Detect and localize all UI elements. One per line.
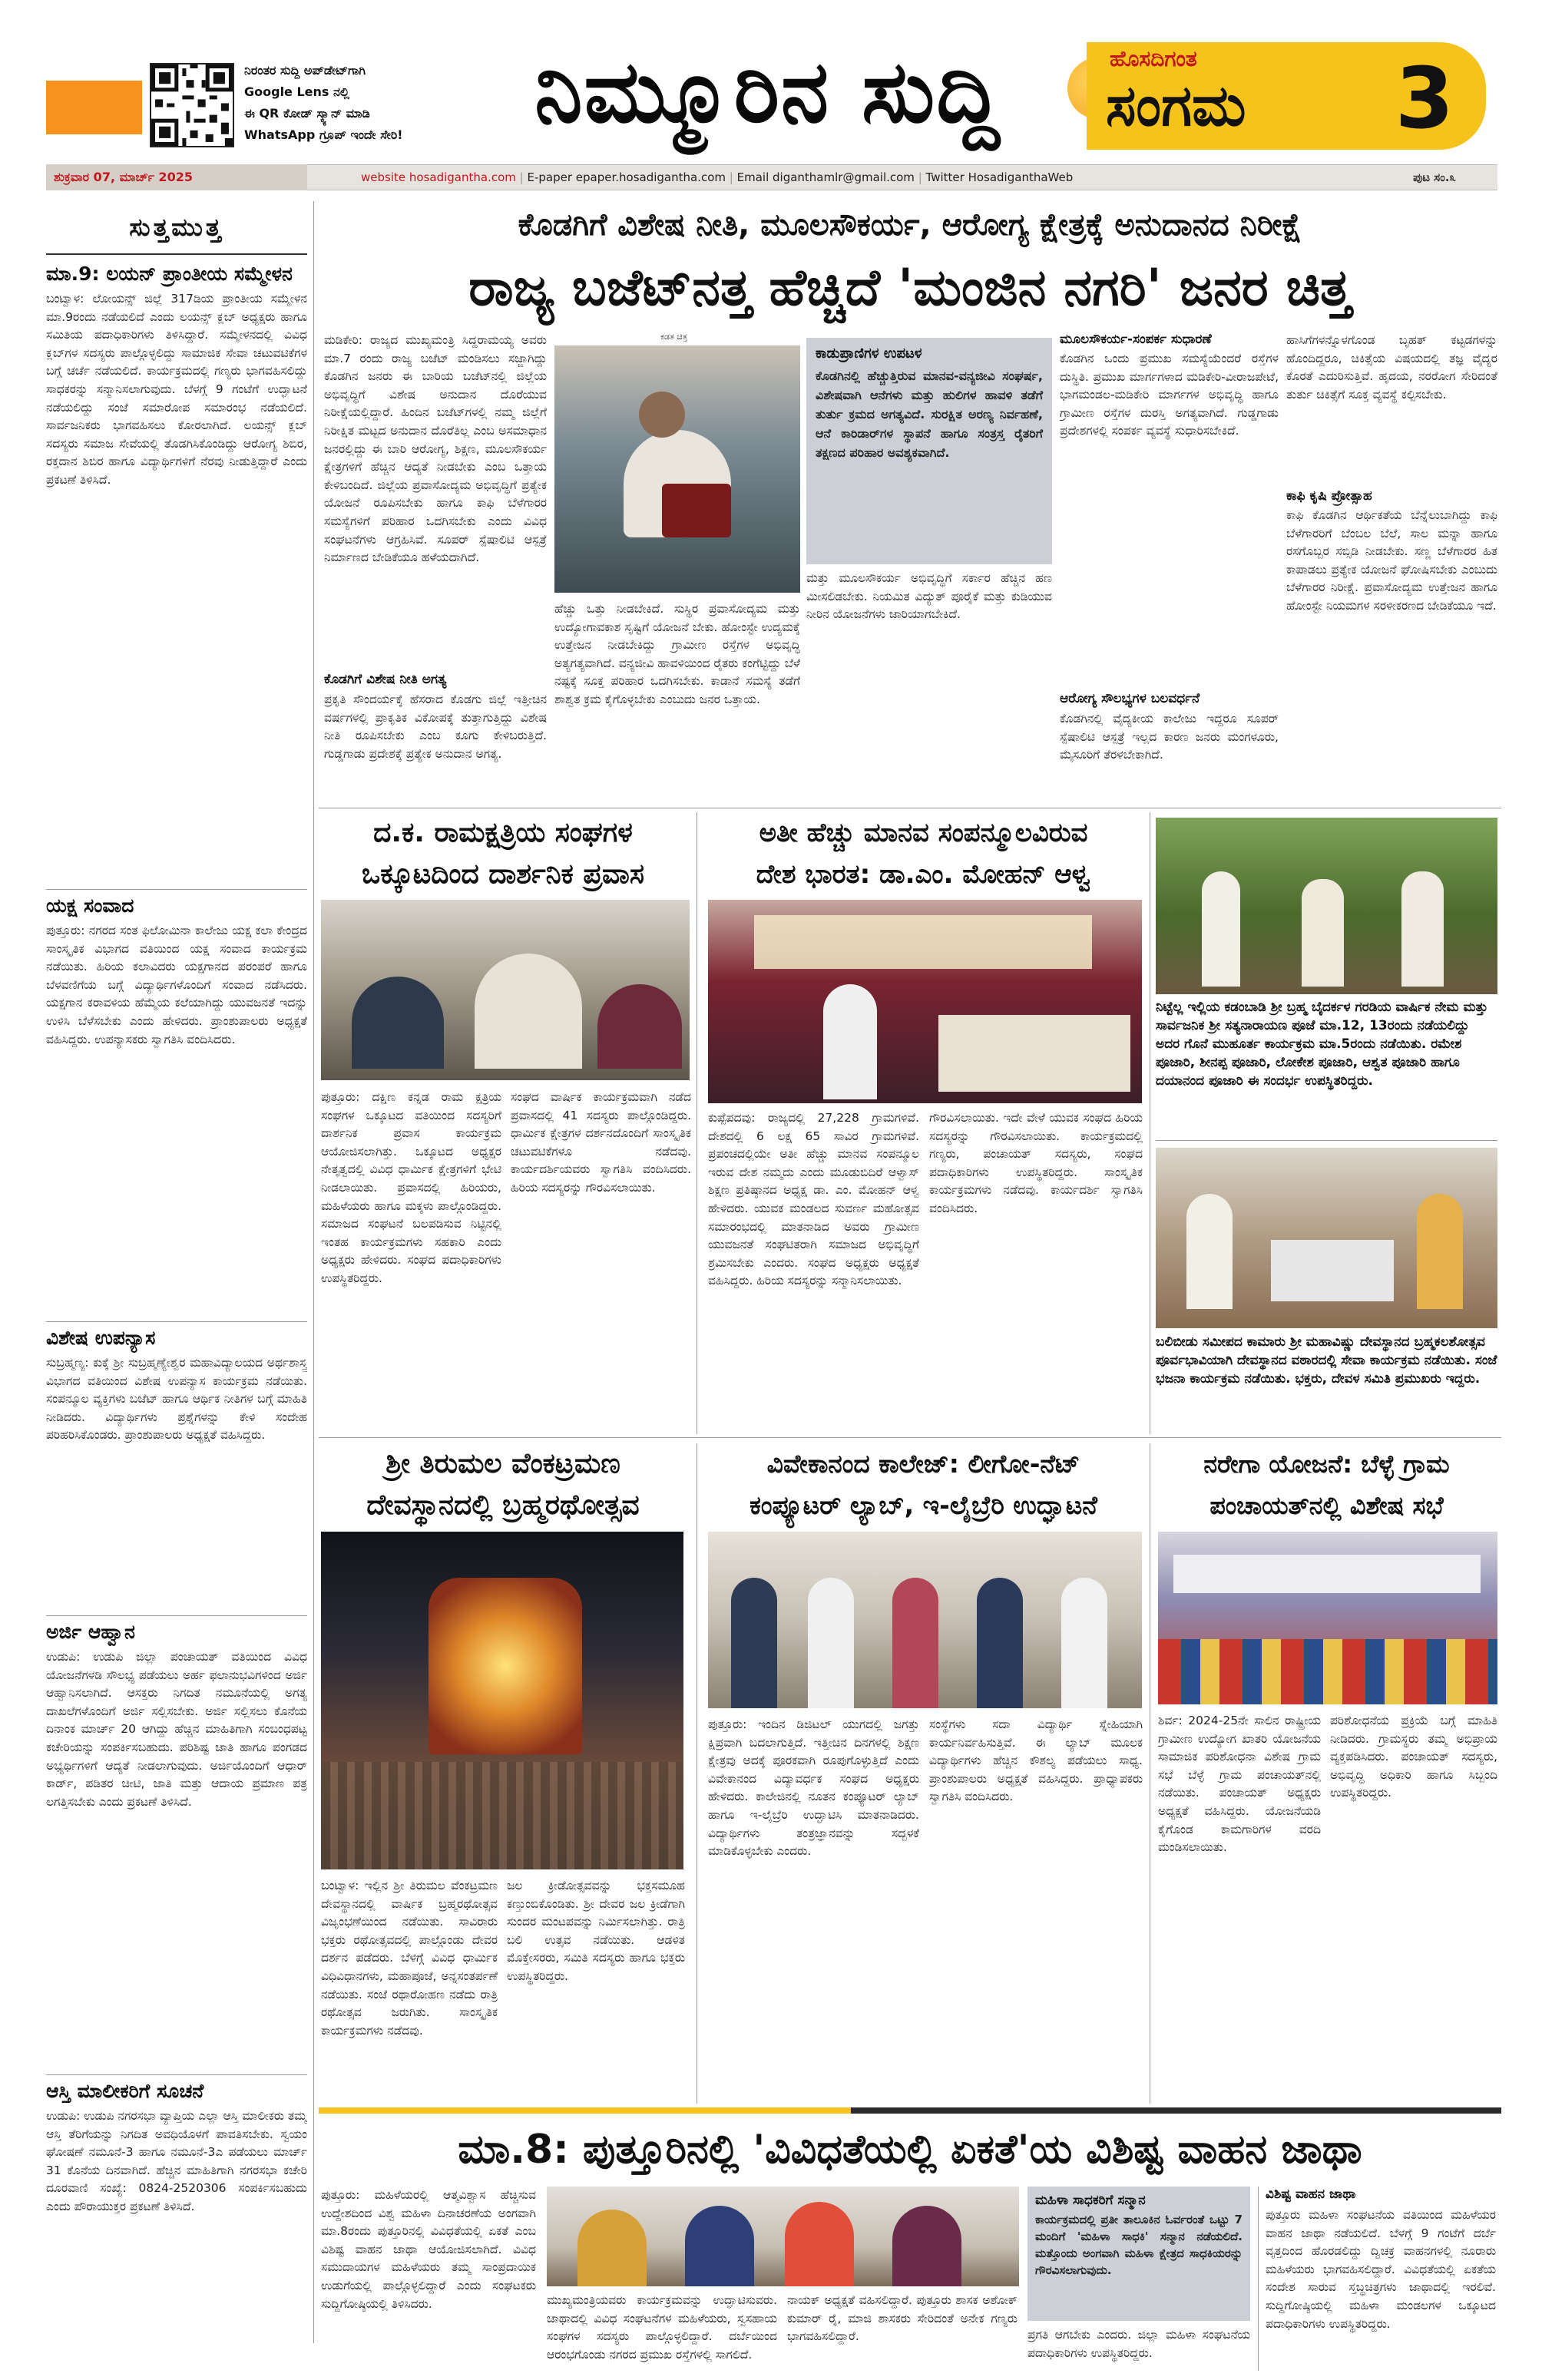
website-link[interactable]: website hosadigantha.com [361,170,516,184]
story-a-col-1: ಪುತ್ತೂರು: ದಕ್ಷಿಣ ಕನ್ನಡ ರಾಮ ಕ್ಷತ್ರಿಯ ಸಂಘಗಳ ಒಕ್ಕೂಟದ ವತಿಯಿಂದ ಸದಸ್ಯರಿಗೆ ದಾರ್ಶನಿಕ ಪ್ರವಾಸ ಕಾರ್ಯಕ್ರಮ ಆಯೋಜಿಸಲಾಗಿತ್ತು. ಒಕ್ಕೂಟದ ಅಧ್ಯಕ್ಷರ ನೇತೃತ್ವದಲ್ಲಿ ವಿವಿಧ ಧಾರ್ಮಿಕ ಕ್ಷೇತ್ರಗಳಿಗೆ ಭೇಟಿ ನೀಡಲಾಯಿತು. ಪ್ರವಾಸದಲ್ಲಿ ಹಿರಿಯರು, ಮಹಿಳೆಯರು ಹಾಗೂ ಮಕ್ಕಳು ಪಾಲ್ಗೊಂಡಿದ್ದರು. ಸಮಾಜದ ಸಂಘಟನೆ ಬಲಪಡಿಸುವ ನಿಟ್ಟಿನಲ್ಲಿ ಇಂತಹ ಕಾರ್ಯಕ್ರಮಗಳು ಸಹಕಾರಿ ಎಂದು ಅಧ್ಯಕ್ಷರು ಹೇಳಿದರು. ಸಂಘದ ಪದಾಧಿಕಾರಿಗಳು ಉಪಸ್ಥಿತರಿದ್ದರು. [321,1090,501,1285]
qr-note: ನಿರಂತರ ಸುದ್ದಿ ಅಪ್‌ಡೇಟ್‌ಗಾಗಿ Google Lens ನಲ್ಲಿ ಈ QR ಕೋಡ್ ಸ್ಕ್ಯಾನ್ ಮಾಡಿ WhatsApp ಗ್ರೂಪ್ ಇಂದೇ ಸೇರಿ! [244,63,403,142]
sidebar-item [46,263,307,881]
story-e-col-1: ಶಿರ್ವ: 2024-25ನೇ ಸಾಲಿನ ರಾಷ್ಟ್ರೀಯ ಗ್ರಾಮೀಣ ಉದ್ಯೋಗ ಖಾತರಿ ಯೋಜನೆಯ ಸಾಮಾಜಿಕ ಪರಿಶೋಧನಾ ವಿಶೇಷ ಗ್ರಾಮ ಸಭೆ ಬೆಳ್ಳೆ ಗ್ರಾಮ ಪಂಚಾಯತ್‌ನಲ್ಲಿ ನಡೆಯಿತು. ಪಂಚಾಯತ್ ಅಧ್ಯಕ್ಷರು ಅಧ್ಯಕ್ಷತೆ ವಹಿಸಿದ್ದರು. ಯೋಜನೆಯಡಿ ಕೈಗೊಂಡ ಕಾಮಗಾರಿಗಳ ವರದಿ ಮಂಡಿಸಲಾಯಿತು. [1158,1714,1321,1855]
lead-boxout [806,338,1052,564]
lead-col-1b: ಪ್ರಕೃತಿ ಸೌಂದರ್ಯಕ್ಕೆ ಹೆಸರಾದ ಕೊಡಗು ಜಿಲ್ಲೆ ಇತ್ತೀಚಿನ ವರ್ಷಗಳಲ್ಲಿ ಪ್ರಾಕೃತಿಕ ವಿಕೋಪಕ್ಕೆ ತುತ್ತಾಗುತ್ತಿದ್ದು ವಿಶೇಷ ನೀತಿ ರೂಪಿಸಬೇಕು ಎಂಬ ಕೂಗು ಕೇಳಿಬರುತ್ತಿದೆ. ಗುಡ್ಡಗಾಡು ಪ್ರದೇಶಕ್ಕೆ ಪ್ರತ್ಯೇಕ ಅನುದಾನ ಅಗತ್ಯ. [324,693,547,761]
bottom-photo [547,2187,1019,2286]
boxout-title: ಕಾಡುಪ್ರಾಣಿಗಳ ಉಪಟಳ [816,345,922,362]
edition-name: ಸಂಗಮ [1106,73,1246,139]
lead-col-3b: ಕೊಡಗಿನ ಒಂದು ಪ್ರಮುಖ ಸಮಸ್ಯೆಯೆಂದರೆ ರಸ್ತೆಗಳ ದುಸ್ಥಿತಿ. ಪ್ರಮುಖ ಮಾರ್ಗಗಳಾದ ಮಡಿಕೇರಿ-ವೀರಾಜಪೇಟೆ, ಭಾಗಮಂಡಲ-ಮಡಿಕೇರಿ ಮಾರ್ಗಗಳ ಅಭಿವೃದ್ಧಿ ಹಾಗೂ ಗ್ರಾಮೀಣ ರಸ್ತೆಗಳ ದುರಸ್ತಿ ಅಗತ್ಯವಾಗಿದೆ. ಗುಡ್ಡಗಾಡು ಪ್ರದೇಶಗಳಲ್ಲಿ ಸಂಪರ್ಕ ವ್ಯವಸ್ಥೆ ಸುಧಾರಿಸಬೇಕಿದೆ. [1060,352,1279,438]
twitter-link[interactable]: Twitter HosadiganthaWeb [925,170,1074,184]
lead-kicker: ಕೊಡಗಿಗೆ ವಿಶೇಷ ನೀತಿ, ಮೂಲಸೌಕರ್ಯ, ಆರೋಗ್ಯ ಕ್ಷೇತ್ರಕ್ಕೆ ಅನುದಾನದ ನಿರೀಕ್ಷೆ [518,207,1302,243]
story-d-col-1: ಪುತ್ತೂರು: ಇಂದಿನ ಡಿಜಿಟಲ್ ಯುಗದಲ್ಲಿ ಜಗತ್ತು ಕ್ಷಿಪ್ರವಾಗಿ ಬದಲಾಗುತ್ತಿದೆ. ಇತ್ತೀಚಿನ ದಿನಗಳಲ್ಲಿ ಶಿಕ್ಷಣ ಕ್ಷೇತ್ರವು ಅದಕ್ಕೆ ಪೂರಕವಾಗಿ ರೂಪುಗೊಳ್ಳುತ್ತಿದೆ ಎಂದು ವಿವೇಕಾನಂದ ವಿದ್ಯಾವರ್ಧಕ ಸಂಘದ ಅಧ್ಯಕ್ಷರು ಹೇಳಿದರು. ಕಾಲೇಜಿನಲ್ಲಿ ನೂತನ ಕಂಪ್ಯೂಟರ್ ಲ್ಯಾಬ್ ಹಾಗೂ ಇ-ಲೈಬ್ರೆರಿ ಉದ್ಘಾಟಿಸಿ ಮಾತನಾಡಿದರು. ವಿದ್ಯಾರ್ಥಿಗಳು ತಂತ್ರಜ್ಞಾನವನ್ನು ಸದ್ಬಳಕೆ ಮಾಡಿಕೊಳ್ಳಬೇಕು ಎಂದರು. [708,1717,919,1859]
bottom-col-2: ಮುಖ್ಯಮಂತ್ರಿಯವರು ಕಾರ್ಯಕ್ರಮವನ್ನು ಉದ್ಘಾಟಿಸುವರು. ಜಾಥಾದಲ್ಲಿ ವಿವಿಧ ಸಂಘಟನೆಗಳ ಮಹಿಳೆಯರು, ಸ್ವಸಹಾಯ ಸಂಘಗಳ ಸದಸ್ಯರು ಪಾಲ್ಗೊಳ್ಳಲಿದ್ದಾರೆ. ದರ್ಬೆಯಿಂದ ಆರಂಭಗೊಂಡು ನಗರದ ಪ್ರಮುಖ ರಸ್ತೆಗಳಲ್ಲಿ ಸಾಗಲಿದೆ. [547,2293,777,2362]
temple-photo-2-caption: ಬಲಿಬೀಡು ಸಮೀಪದ ಕಾಮಾರು ಶ್ರೀ ಮಹಾವಿಷ್ಣು ದೇವಸ್ಥಾನದ ಬ್ರಹ್ಮಕಲಶೋತ್ಸವ ಪೂರ್ವಭಾವಿಯಾಗಿ ದೇವಸ್ಥಾನದ ವಠಾರದಲ್ಲಿ ಸೇವಾ ಕಾರ್ಯಕ್ರಮ ನಡೆಯಿತು. ಸಂಜೆ ಭಜನಾ ಕಾರ್ಯಕ್ರಮ ನಡೆಯಿತು. ಭಕ್ತರು, ದೇವಳ ಸಮಿತಿ ಪ್ರಮುಖರು ಇದ್ದರು. [1156,1334,1497,1387]
lead-col-2: ಹೆಚ್ಚು ಒತ್ತು ನೀಡಬೇಕಿದೆ. ಸುಸ್ಥಿರ ಪ್ರವಾಸೋದ್ಯಮ ಮತ್ತು ಉದ್ಯೋಗಾವಕಾಶ ಸೃಷ್ಟಿಗೆ ಯೋಜನೆ ಬೇಕು. ಹೋಂಸ್ಟೇ ಉದ್ಯಮಕ್ಕೆ ಉತ್ತೇಜನ ನೀಡಬೇಕಿದ್ದು ಗ್ರಾಮೀಣ ರಸ್ತೆಗಳ ಅಭಿವೃದ್ಧಿ ಅತ್ಯಗತ್ಯವಾಗಿದೆ. ವನ್ಯಜೀವಿ ಹಾವಳಿಯಿಂದ ರೈತರು ಕಂಗೆಟ್ಟಿದ್ದು ಬೆಳೆ ನಷ್ಟಕ್ಕೆ ಸೂಕ್ತ ಪರಿಹಾರ ಒದಗಿಸಬೇಕು. ಕಾಡಾನೆ ಸಮಸ್ಯೆ ತಡೆಗೆ ಶಾಶ್ವತ ಕ್ರಮ ಕೈಗೊಳ್ಳಬೇಕು ಎಂಬುದು ಜನರ ಒತ್ತಾಯ. [554,602,800,706]
paper-title: ನಿಮ್ಮೂರಿನ ಸುದ್ದಿ [534,42,1001,142]
story-d-col-2: ಸಂಸ್ಥೆಗಳು ಸದಾ ವಿದ್ಯಾರ್ಥಿ ಸ್ನೇಹಿಯಾಗಿ ಕಾರ್ಯನಿರ್ವಹಿಸುತ್ತಿವೆ. ಈ ಲ್ಯಾಬ್ ಮೂಲಕ ವಿದ್ಯಾರ್ಥಿಗಳು ಹೆಚ್ಚಿನ ಕೌಶಲ್ಯ ಪಡೆಯಲು ಸಾಧ್ಯ. ಪ್ರಾಂಶುಪಾಲರು ಅಧ್ಯಕ್ಷತೆ ವಹಿಸಿದ್ದರು. ಪ್ರಾಧ್ಯಾಪಕರು ಸ್ವಾಗತಿಸಿ ವಂದಿಸಿದರು. [929,1717,1143,1804]
qr-code [150,63,234,147]
sidebar-item-body: ಉಡುಪಿ: ಉಡುಪಿ ಜಿಲ್ಲಾ ಪಂಚಾಯತ್ ವತಿಯಿಂದ ವಿವಿಧ ಯೋಜನೆಗಳಡಿ ಸೌಲಭ್ಯ ಪಡೆಯಲು ಅರ್ಹ ಫಲಾನುಭವಿಗಳಿಂದ ಅರ್ಜಿ ಆಹ್ವಾನಿಸಲಾಗಿದೆ. ಆಸಕ್ತರು ನಿಗದಿತ ನಮೂನೆಯಲ್ಲಿ ಅಗತ್ಯ ದಾಖಲೆಗಳೊಂದಿಗೆ ಅರ್ಜಿ ಸಲ್ಲಿಸಬೇಕು. ಅರ್ಜಿ ಸಲ್ಲಿಸಲು ಕೊನೆಯ ದಿನಾಂಕ ಮಾರ್ಚ್ 20 ಆಗಿದ್ದು ಹೆಚ್ಚಿನ ಮಾಹಿತಿಗಾಗಿ ಸಂಬಂಧಪಟ್ಟ ಕಚೇರಿಯನ್ನು ಸಂಪರ್ಕಿಸಬಹುದು. ಪರಿಶಿಷ್ಟ ಜಾತಿ ಹಾಗೂ ಪಂಗಡದ ಅಭ್ಯರ್ಥಿಗಳಿಗೆ ಆದ್ಯತೆ ನೀಡಲಾಗುವುದು. ಅರ್ಜಿಯೊಂದಿಗೆ ಆಧಾರ್ ಕಾರ್ಡ್, ಪಡಿತರ ಚೀಟಿ, ಜಾತಿ ಮತ್ತು ಆದಾಯ ಪ್ರಮಾಣ ಪತ್ರ ಲಗತ್ತಿಸಬೇಕು ಎಂದು ಪ್ರಕಟಣೆ ತಿಳಿಸಿದೆ. [46,1650,307,1809]
bottom-headline: ಮಾ.8: ಪುತ್ತೂರಿನಲ್ಲಿ 'ವಿವಿಧತೆಯಲ್ಲಿ ಏಕತೆ'ಯ ವಿಶಿಷ್ಟ ವಾಹನ ಜಾಥಾ [458,2127,1362,2173]
lead-headline: ರಾಜ್ಯ ಬಜೆಟ್‌ನತ್ತ ಹೆಚ್ಚಿದೆ 'ಮಂಜಿನ ನಗರಿ' ಜನರ ಚಿತ್ತ [468,258,1352,317]
brand-small: ಹೊಸದಿಗಂತ [1110,46,1197,71]
sidebar-item [46,1615,307,2067]
bottom-col-4: ಪ್ರಗತಿ ಆಗಬೇಕು ಎಂದರು. ಜಿಲ್ಲಾ ಮಹಿಳಾ ಸಂಘಟನೆಯ ಪದಾಧಿಕಾರಿಗಳು ಉಪಸ್ಥಿತರಿದ್ದರು. [1027,2328,1250,2360]
bottom-col-1: ಪುತ್ತೂರು: ಮಹಿಳೆಯರಲ್ಲಿ ಆತ್ಮವಿಶ್ವಾಸ ಹೆಚ್ಚಿಸುವ ಉದ್ದೇಶದಿಂದ ವಿಶ್ವ ಮಹಿಳಾ ದಿನಾಚರಣೆಯ ಅಂಗವಾಗಿ ಮಾ.8ರಂದು ಪುತ್ತೂರಿನಲ್ಲಿ ವಿವಿಧತೆಯಲ್ಲಿ ಏಕತೆ ಎಂಬ ವಿಶಿಷ್ಟ ವಾಹನ ಜಾಥಾ ಆಯೋಜಿಸಲಾಗಿದೆ. ವಿವಿಧ ಸಮುದಾಯಗಳ ಮಹಿಳೆಯರು ತಮ್ಮ ಸಾಂಪ್ರದಾಯಿಕ ಉಡುಗೆಯಲ್ಲಿ ಪಾಲ್ಗೊಳ್ಳಲಿದ್ದಾರೆ ಎಂದು ಸಂಘಟಕರು ಸುದ್ದಿಗೋಷ್ಠಿಯಲ್ಲಿ ತಿಳಿಸಿದರು. [321,2188,536,2311]
bottom-boxout [1027,2187,1250,2321]
sidebar-item-heading: ವಿಶೇಷ ಉಪನ್ಯಾಸ [46,1327,156,1349]
section-divider [319,2107,1501,2114]
sidebar-title: ಸುತ್ತಮುತ್ತ [46,201,307,255]
sidebar-item-heading: ಆಸ್ತಿ ಮಾಲೀಕರಿಗೆ ಸೂಚನೆ [46,2080,204,2102]
sidebar-item-body: ಸುಬ್ರಹ್ಮಣ್ಯ: ಕುಕ್ಕೆ ಶ್ರೀ ಸುಬ್ರಹ್ಮಣ್ಯೇಶ್ವರ ಮಹಾವಿದ್ಯಾಲಯದ ಅರ್ಥಶಾಸ್ತ್ರ ವಿಭಾಗದ ವತಿಯಿಂದ ವಿಶೇಷ ಉಪನ್ಯಾಸ ಕಾರ್ಯಕ್ರಮ ನಡೆಯಿತು. ಸಂಪನ್ಮೂಲ ವ್ಯಕ್ತಿಗಳು ಬಜೆಟ್ ಹಾಗೂ ಆರ್ಥಿಕ ನೀತಿಗಳ ಬಗ್ಗೆ ಮಾಹಿತಿ ನೀಡಿದರು. ವಿದ್ಯಾರ್ಥಿಗಳು ಪ್ರಶ್ನೆಗಳನ್ನು ಕೇಳಿ ಸಂದೇಹ ಪರಿಹರಿಸಿಕೊಂಡರು. ಪ್ರಾಂಶುಪಾಲರು ಅಧ್ಯಕ್ಷತೆ ವಹಿಸಿದ್ದರು. [46,1356,307,1443]
boxout-body: ಕೊಡಗಿನಲ್ಲಿ ಹೆಚ್ಚುತ್ತಿರುವ ಮಾನವ-ವನ್ಯಜೀವಿ ಸಂಘರ್ಷ, ವಿಶೇಷವಾಗಿ ಆನೆಗಳು ಮತ್ತು ಹುಲಿಗಳ ಹಾವಳಿ ತಡೆಗೆ ತುರ್ತು ಕ್ರಮದ ಅಗತ್ಯವಿದೆ. ಸುರಕ್ಷಿತ ಅರಣ್ಯ ನಿರ್ವಹಣೆ, ಆನೆ ಕಾರಿಡಾರ್‌ಗಳ ಸ್ಥಾಪನೆ ಹಾಗೂ ಸಂತ್ರಸ್ತ ರೈತರಿಗೆ ತಕ್ಷಣದ ಪರಿಹಾರ ಅವಶ್ಯಕವಾಗಿದೆ. [816,369,1043,460]
email-link[interactable]: Email diganthamlr@gmail.com [736,170,915,184]
story-c-headline: ಶ್ರೀ ತಿರುಮಲ ವೆಂಕಟ್ರಮಣ ದೇವಸ್ಥಾನದಲ್ಲಿ ಬ್ರಹ್ಮರಥೋತ್ಸವ [366,1448,640,1521]
lead-col-4b: ಕಾಫಿ ಕೊಡಗಿನ ಆರ್ಥಿಕತೆಯ ಬೆನ್ನೆಲುಬಾಗಿದ್ದು ಕಾಫಿ ಬೆಳೆಗಾರರಿಗೆ ಬೆಂಬಲ ಬೆಲೆ, ಸಾಲ ಮನ್ನಾ ಹಾಗೂ ರಸಗೊಬ್ಬರ ಸಬ್ಸಿಡಿ ನೀಡಬೇಕು. ಸಣ್ಣ ಬೆಳೆಗಾರರ ಹಿತ ಕಾಪಾಡಲು ಪ್ರತ್ಯೇಕ ಯೋಜನೆ ಘೋಷಿಸಬೇಕು ಎಂಬುದು ಬೆಳೆಗಾರರ ನಿರೀಕ್ಷೆ. ಪ್ರವಾಸೋದ್ಯಮ ಉತ್ತೇಜನ ಹಾಗೂ ಹೋಂಸ್ಟೇ ನಿಯಮಗಳ ಸರಳೀಕರಣದ ಬೇಡಿಕೆಯೂ ಇದೆ. [1286,508,1497,613]
sidebar-item-heading: ಅರ್ಜಿ ಆಹ್ವಾನ [46,1621,135,1643]
issue-date: ಶುಕ್ರವಾರ 07, ಮಾರ್ಚ್ 2025 [46,164,307,190]
lead-col-3-sub2: ಆರೋಗ್ಯ ಸೌಲಭ್ಯಗಳ ಬಲವರ್ಧನೆ [1060,691,1200,706]
story-b-photo [708,900,1142,1103]
bottom-boxout-title: ಮಹಿಳಾ ಸಾಧಕರಿಗೆ ಸನ್ಮಾನ [1035,2193,1146,2208]
epaper-link[interactable]: E-paper epaper.hosadigantha.com [527,170,726,184]
story-b-col-1: ಕುಪ್ಪೆಪದವು: ರಾಜ್ಯದಲ್ಲಿ 27,228 ಗ್ರಾಮಗಳಿವೆ. ದೇಶದಲ್ಲಿ 6 ಲಕ್ಷ 65 ಸಾವಿರ ಗ್ರಾಮಗಳಿವೆ. ಪ್ರಪಂಚದಲ್ಲಿಯೇ ಅತೀ ಹೆಚ್ಚು ಮಾನವ ಸಂಪನ್ಮೂಲ ಇರುವ ದೇಶ ನಮ್ಮದು ಎಂದು ಮೂಡುಬಿದಿರೆ ಆಳ್ವಾಸ್ ಶಿಕ್ಷಣ ಪ್ರತಿಷ್ಠಾನದ ಅಧ್ಯಕ್ಷ ಡಾ. ಎಂ. ಮೋಹನ್ ಆಳ್ವ ಹೇಳಿದರು. ಯುವಕ ಮಂಡಲದ ಸುವರ್ಣ ಮಹೋತ್ಸವ ಸಮಾರಂಭದಲ್ಲಿ ಮಾತನಾಡಿದ ಅವರು ಗ್ರಾಮೀಣ ಯುವಜನತೆ ಸಂಘಟಿತರಾಗಿ ಸಮಾಜದ ಅಭಿವೃದ್ಧಿಗೆ ಶ್ರಮಿಸಬೇಕು ಎಂದರು. ಸಂಘದ ಅಧ್ಯಕ್ಷರು ಅಧ್ಯಕ್ಷತೆ ವಹಿಸಿದ್ದರು. ಹಿರಿಯ ಸದಸ್ಯರನ್ನು ಸನ್ಮಾನಿಸಲಾಯಿತು. [708,1111,919,1288]
temple-photo-1 [1156,818,1497,994]
story-c-text-col-1: ಬಂಟ್ವಾಳ: ಇಲ್ಲಿನ ಶ್ರೀ ತಿರುಮಲ ವೆಂಕಟ್ರಮಣ ದೇವಸ್ಥಾನದಲ್ಲಿ ವಾರ್ಷಿಕ ಬ್ರಹ್ಮರಥೋತ್ಸವ ವಿಜೃಂಭಣೆಯಿಂದ ನಡೆಯಿತು. ಸಾವಿರಾರು ಭಕ್ತರು ರಥೋತ್ಸವದಲ್ಲಿ ಪಾಲ್ಗೊಂಡು ದೇವರ ದರ್ಶನ ಪಡೆದರು. ಬೆಳಗ್ಗೆ ವಿವಿಧ ಧಾರ್ಮಿಕ ವಿಧಿವಿಧಾನಗಳು, ಮಹಾಪೂಜೆ, ಅನ್ನಸಂತರ್ಪಣೆ ನಡೆಯಿತು. ಸಂಜೆ ರಥಾರೋಹಣ ನಡೆದು ರಾತ್ರಿ ರಥೋತ್ಸವ ಜರುಗಿತು. ಸಾಂಸ್ಕೃತಿಕ ಕಾರ್ಯಕ್ರಮಗಳು ನಡೆದವು. [321,1879,498,2038]
sidebar-item-heading: ಮಾ.9: ಲಯನ್ ಪ್ರಾಂತೀಯ ಸಮ್ಮೇಳನ [46,263,293,285]
sidebar-item [46,1321,307,1608]
story-a-headline: ದ.ಕ. ರಾಮಕ್ಷತ್ರಿಯ ಸಂಘಗಳ ಒಕ್ಕೂಟದಿಂದ ದಾರ್ಶನಿಕ ಪ್ರವಾಸ [362,817,644,890]
bottom-col-3: ನಾಯಕ್ ಅಧ್ಯಕ್ಷತೆ ವಹಿಸಲಿದ್ದಾರೆ. ಪುತ್ತೂರು ಶಾಸಕ ಅಶೋಕ್ ಕುಮಾರ್ ರೈ, ಮಾಜಿ ಶಾಸಕರು ಸೇರಿದಂತೆ ಅನೇಕ ಗಣ್ಯರು ಭಾಗವಹಿಸಲಿದ್ದಾರೆ. [787,2293,1018,2344]
story-b-col-2: ಗೌರವಿಸಲಾಯಿತು. ಇದೇ ವೇಳೆ ಯುವಕ ಸಂಘದ ಹಿರಿಯ ಸದಸ್ಯರನ್ನು ಗೌರವಿಸಲಾಯಿತು. ಕಾರ್ಯಕ್ರಮದಲ್ಲಿ ಗಣ್ಯರು, ಪಂಚಾಯತ್ ಸದಸ್ಯರು, ಸಂಘದ ಪದಾಧಿಕಾರಿಗಳು ಉಪಸ್ಥಿತರಿದ್ದರು. ಸಾಂಸ್ಕೃತಿಕ ಕಾರ್ಯಕ್ರಮಗಳು ನಡೆದವು. ಕಾರ್ಯದರ್ಶಿ ಸ್ವಾಗತಿಸಿ ವಂದಿಸಿದರು. [929,1111,1143,1215]
story-d-headline: ವಿವೇಕಾನಂದ ಕಾಲೇಜ್: ಲೀಗೋ-ನೆಟ್ ಕಂಪ್ಯೂಟರ್ ಲ್ಯಾಬ್, ಇ-ಲೈಬ್ರೆರಿ ಉದ್ಘಾಟನೆ [749,1449,1097,1520]
masthead [0,0,1542,184]
lead-col-1: ಮಡಿಕೇರಿ: ರಾಜ್ಯದ ಮುಖ್ಯಮಂತ್ರಿ ಸಿದ್ದರಾಮಯ್ಯ ಅವರು ಮಾ.7 ರಂದು ರಾಜ್ಯ ಬಜೆಟ್ ಮಂಡಿಸಲು ಸಜ್ಜಾಗಿದ್ದು ಕೊಡಗಿನ ಜನರು ಈ ಬಾರಿಯ ಬಜೆಟ್‌ನಲ್ಲಿ ಜಿಲ್ಲೆಯ ಅಭಿವೃದ್ಧಿಗೆ ವಿಶೇಷ ಅನುದಾನ ದೊರೆಯುವ ನಿರೀಕ್ಷೆಯಲ್ಲಿದ್ದಾರೆ. ಹಿಂದಿನ ಬಜೆಟ್‌ಗಳಲ್ಲಿ ನಮ್ಮ ಜಿಲ್ಲೆಗೆ ನಿರೀಕ್ಷಿತ ಮಟ್ಟದ ಅನುದಾನ ದೊರೆತಿಲ್ಲ ಎಂಬ ಅಸಮಾಧಾನ ಜನರಲ್ಲಿದ್ದು ಈ ಬಾರಿ ಆರೋಗ್ಯ, ಶಿಕ್ಷಣ, ಮೂಲಸೌಕರ್ಯ ಕ್ಷೇತ್ರಗಳಿಗೆ ಹೆಚ್ಚಿನ ಆದ್ಯತೆ ನೀಡಬೇಕು ಎಂಬ ಒತ್ತಾಯ ಕೇಳಿಬಂದಿದೆ. ಜಿಲ್ಲೆಯ ಪ್ರವಾಸೋದ್ಯಮ ಅಭಿವೃದ್ಧಿಗೆ ಪ್ರತ್ಯೇಕ ಯೋಜನೆ ರೂಪಿಸಬೇಕು ಹಾಗೂ ಕಾಫಿ ಬೆಳೆಗಾರರ ಸಮಸ್ಯೆಗಳಿಗೆ ಪರಿಹಾರ ಒದಗಿಸಬೇಕು ಎಂದು ವಿವಿಧ ಸಂಘಟನೆಗಳು ಆಗ್ರಹಿಸಿವೆ. ಸೂಪರ್ ಸ್ಪೆಷಾಲಿಟಿ ಆಸ್ಪತ್ರೆ ನಿರ್ಮಾಣದ ಬೇಡಿಕೆಯೂ ಹಳೆಯದಾಗಿದೆ. [324,333,547,565]
lead-col-3: ಮತ್ತು ಮೂಲಸೌಕರ್ಯ ಅಭಿವೃದ್ಧಿಗೆ ಸರ್ಕಾರ ಹೆಚ್ಚಿನ ಹಣ ಮೀಸಲಿಡಬೇಕು. ನಿಯಮಿತ ವಿದ್ಯುತ್ ಪೂರೈಕೆ ಮತ್ತು ಕುಡಿಯುವ ನೀರಿನ ಯೋಜನೆಗಳು ಜಾರಿಯಾಗಬೇಕಿದೆ. [806,571,1052,622]
photo-credit: ಕಡತ ಚಿತ್ರ [660,332,687,342]
story-e-headline: ನರೇಗಾ ಯೋಜನೆ: ಬೆಳ್ಳೆ ಗ್ರಾಮ ಪಂಚಾಯತ್‌ನಲ್ಲಿ ವಿಶೇಷ ಸಭೆ [1203,1449,1450,1520]
lead-col-4: ಹಾಸಿಗೆಗಳನ್ನೊಳಗೊಂಡ ಬೃಹತ್ ಕಟ್ಟಡಗಳನ್ನು ಹೊಂದಿದ್ದರೂ, ಚಿಕಿತ್ಸೆಯ ವಿಷಯದಲ್ಲಿ ತಜ್ಞ ವೈದ್ಯರ ಕೊರತೆ ಎದುರಿಸುತ್ತಿವೆ. ಹೃದಯ, ನರರೋಗ ಸೇರಿದಂತೆ ತುರ್ತು ಚಿಕಿತ್ಸೆಗೆ ಸೂಕ್ತ ವ್ಯವಸ್ಥೆ ಕಲ್ಪಿಸಬೇಕು. [1286,333,1497,402]
sidebar-item [46,2074,307,2376]
story-c-photo [321,1532,683,1869]
lead-photo [554,345,800,593]
lead-col-4-sub: ಕಾಫಿ ಕೃಷಿ ಪ್ರೋತ್ಸಾಹ [1286,488,1372,504]
story-b-headline: ಅತೀ ಹೆಚ್ಚು ಮಾನವ ಸಂಪನ್ಮೂಲವಿರುವ ದೇಶ ಭಾರತ: ಡಾ.ಎಂ. ಮೋಹನ್ ಆಳ್ವ [756,818,1091,890]
bottom-side-body: ಪುತ್ತೂರು ಮಹಿಳಾ ಸಂಘಟನೆಯ ವತಿಯಿಂದ ಮಹಿಳೆಯರ ವಾಹನ ಜಾಥಾ ನಡೆಯಲಿದೆ. ಬೆಳಗ್ಗೆ 9 ಗಂಟೆಗೆ ದರ್ಬೆ ವೃತ್ತದಿಂದ ಹೊರಡಲಿದ್ದು ದ್ವಿಚಕ್ರ ವಾಹನಗಳಲ್ಲಿ ನೂರಾರು ಮಹಿಳೆಯರು ಭಾಗವಹಿಸಲಿದ್ದಾರೆ. ವಿವಿಧತೆಯಲ್ಲಿ ಏಕತೆಯ ಸಂದೇಶ ಸಾರುವ ಸ್ತಬ್ಧಚಿತ್ರಗಳು ಜಾಥಾದಲ್ಲಿ ಇರಲಿವೆ. ಸುದ್ದಿಗೋಷ್ಠಿಯಲ್ಲಿ ಮಹಿಳಾ ಮಂಡಲಗಳ ಒಕ್ಕೂಟದ ಪದಾಧಿಕಾರಿಗಳು ಉಪಸ್ಥಿತರಿದ್ದರು. [1266,2208,1496,2331]
story-c-text-col-2: ಜಲ ಕ್ರೀಡೋತ್ಸವವನ್ನು ಭಕ್ತಸಮೂಹ ಕಣ್ತುಂಬಿಕೊಂಡಿತು. ಶ್ರೀ ದೇವರ ಜಲ ಕ್ರೀಡೆಗಾಗಿ ಸುಂದರ ಮಂಟಪವನ್ನು ನಿರ್ಮಿಸಲಾಗಿತ್ತು. ರಾತ್ರಿ ಬಲಿ ಉತ್ಸವ ನಡೆಯಿತು. ಆಡಳಿತ ಮೊಕ್ತೇಸರರು, ಸಮಿತಿ ಸದಸ್ಯರು ಹಾಗೂ ಭಕ್ತರು ಉಪಸ್ಥಿತರಿದ್ದರು. [507,1879,685,1983]
story-d-photo [708,1532,1142,1708]
sidebar-item [46,889,307,1314]
sidebar-item-body: ಪುತ್ತೂರು: ನಗರದ ಸಂತ ಫಿಲೋಮಿನಾ ಕಾಲೇಜು ಯಕ್ಷ ಕಲಾ ಕೇಂದ್ರದ ಸಾಂಸ್ಕೃತಿಕ ವಿಭಾಗದ ವತಿಯಿಂದ ಯಕ್ಷ ಸಂವಾದ ಕಾರ್ಯಕ್ರಮ ನಡೆಯಿತು. ಹಿರಿಯ ಕಲಾವಿದರು ಯಕ್ಷಗಾನದ ಪರಂಪರೆ ಹಾಗೂ ಬೆಳವಣಿಗೆಯ ಬಗ್ಗೆ ವಿದ್ಯಾರ್ಥಿಗಳೊಂದಿಗೆ ಸಂವಾದ ನಡೆಸಿದರು. ಯಕ್ಷಗಾನ ಕರಾವಳಿಯ ಹೆಮ್ಮೆಯ ಕಲೆಯಾಗಿದ್ದು ಯುವಜನತೆ ಇದನ್ನು ಉಳಿಸಿ ಬೆಳೆಸಬೇಕು ಎಂದು ಹೇಳಿದರು. ಪ್ರಾಂಶುಪಾಲರು ಅಧ್ಯಕ್ಷತೆ ವಹಿಸಿದ್ದರು. ಉಪನ್ಯಾಸಕರು ಸ್ವಾಗತಿಸಿ ವಂದಿಸಿದರು. [46,924,307,1046]
lead-col-3-sub: ಮೂಲಸೌಕರ್ಯ-ಸಂಪರ್ಕ ಸುಧಾರಣೆ [1060,332,1212,347]
page-number: 3 [1395,49,1454,147]
sidebar-item-heading: ಯಕ್ಷ ಸಂವಾದ [46,894,134,917]
bottom-boxout-body: ಕಾರ್ಯಕ್ರಮದಲ್ಲಿ ಪ್ರತೀ ತಾಲೂಕಿನ ಓರ್ವರಂತೆ ಒಟ್ಟು 7 ಮಂದಿಗೆ 'ಮಹಿಳಾ ಸಾಧಕಿ' ಸನ್ಮಾನ ನಡೆಯಲಿದೆ. ಮತ್ತೊಂದು ಅಂಗವಾಗಿ ಮಹಿಳಾ ಕ್ಷೇತ್ರದ ಸಾಧಕಿಯರನ್ನು ಗೌರವಿಸಲಾಗುವುದು. [1035,2213,1243,2277]
sidebar-item-body: ಉಡುಪಿ: ಉಡುಪಿ ನಗರಸಭಾ ವ್ಯಾಪ್ತಿಯ ಎಲ್ಲಾ ಆಸ್ತಿ ಮಾಲೀಕರು ತಮ್ಮ ಆಸ್ತಿ ತೆರಿಗೆಯನ್ನು ನಿಗದಿತ ಅವಧಿಯೊಳಗೆ ಪಾವತಿಸಬೇಕು. ಸ್ವಯಂ ಘೋಷಣೆ ನಮೂನೆ-3 ಹಾಗೂ ನಮೂನೆ-3ಎ ಪಡೆಯಲು ಮಾರ್ಚ್ 31 ಕೊನೆಯ ದಿನವಾಗಿದೆ. ಹೆಚ್ಚಿನ ಮಾಹಿತಿಗಾಗಿ ನಗರಸಭಾ ಕಚೇರಿ ದೂರವಾಣಿ ಸಂಖ್ಯೆ: 0824-2520306 ಸಂಪರ್ಕಿಸಬಹುದು ಎಂದು ಪೌರಾಯುಕ್ತರ ಪ್ರಕಟಣೆ ತಿಳಿಸಿದೆ. [46,2109,307,2213]
story-e-photo [1158,1532,1497,1704]
qr-code-icon [151,64,233,146]
orange-bar [46,81,142,134]
story-e-col-2: ಪರಿಶೋಧನೆಯ ಪ್ರಕ್ರಿಯೆ ಬಗ್ಗೆ ಮಾಹಿತಿ ನೀಡಿದರು. ಗ್ರಾಮಸ್ಥರು ತಮ್ಮ ಅಭಿಪ್ರಾಯ ವ್ಯಕ್ತಪಡಿಸಿದರು. ಪಂಚಾಯತ್ ಸದಸ್ಯರು, ಅಭಿವೃದ್ಧಿ ಅಧಿಕಾರಿ ಹಾಗೂ ಸಿಬ್ಬಂದಿ ಉಪಸ್ಥಿತರಿದ್ದರು. [1330,1714,1497,1800]
temple-photo-2 [1156,1148,1497,1328]
sidebar [46,201,307,2351]
lead-col-3c: ಕೊಡಗಿನಲ್ಲಿ ವೈದ್ಯಕೀಯ ಕಾಲೇಜು ಇದ್ದರೂ ಸೂಪರ್ ಸ್ಪೆಷಾಲಿಟಿ ಆಸ್ಪತ್ರೆ ಇಲ್ಲದ ಕಾರಣ ಜನರು ಮಂಗಳೂರು, ಮೈಸೂರಿಗೆ ತೆರಳಬೇಕಾಗಿದೆ. [1060,712,1279,762]
story-a-photo [321,900,690,1080]
bottom-side-title: ವಿಶಿಷ್ಟ ವಾಹನ ಜಾಥಾ [1266,2187,1356,2202]
temple-photo-1-caption: ನಿಟ್ಟೆಲ್ಲ ಇಲ್ಲಿಯ ಕಡಂಬಾಡಿ ಶ್ರೀ ಬ್ರಹ್ಮ ಬೈದರ್ಕಳ ಗರಡಿಯ ವಾರ್ಷಿಕ ನೇಮ ಮತ್ತು ಸಾರ್ವಜನಿಕ ಶ್ರೀ ಸತ್ಯನಾರಾಯಣ ಪೂಜೆ ಮಾ.12, 13ರಂದು ನಡೆಯಲಿದ್ದು ಅದರ ಗೊನೆ ಮುಹೂರ್ತ ಕಾರ್ಯಕ್ರಮ ಮಾ.5ರಂದು ನಡೆಯಿತು. ರಮೇಶ ಪೂಜಾರಿ, ಶೀನಪ್ಪ ಪೂಜಾರಿ, ಲೋಕೇಶ ಪೂಜಾರಿ, ಆಶ್ವತ ಪೂಜಾರಿ ಹಾಗೂ ದಯಾನಂದ ಪೂಜಾರಿ ಈ ಸಂದರ್ಭ ಉಪಸ್ಥಿತರಿದ್ದರು. [1156,1000,1488,1089]
sidebar-item-body: ಬಂಟ್ವಾಳ: ಲೋಯನ್ಸ್ ಜಿಲ್ಲೆ 317ಡಿಯ ಪ್ರಾಂತೀಯ ಸಮ್ಮೇಳನ ಮಾ.9ರಂದು ನಡೆಯಲಿದೆ ಎಂದು ಲಯನ್ಸ್ ಕ್ಲಬ್ ಅಧ್ಯಕ್ಷರು ಹಾಗೂ ಸಮಿತಿಯ ಪದಾಧಿಕಾರಿಗಳು ತಿಳಿಸಿದ್ದಾರೆ. ಸಮ್ಮೇಳನದಲ್ಲಿ ವಿವಿಧ ಕ್ಲಬ್‌ಗಳ ಸದಸ್ಯರು ಪಾಲ್ಗೊಳ್ಳಲಿದ್ದು ಸಾಮಾಜಿಕ ಸೇವಾ ಚಟುವಟಿಕೆಗಳ ಬಗ್ಗೆ ಚರ್ಚೆ ನಡೆಯಲಿದೆ. ಕಾರ್ಯಕ್ರಮದಲ್ಲಿ ಗಣ್ಯರು ಭಾಗವಹಿಸಲಿದ್ದು ಸಾಧಕರನ್ನು ಸನ್ಮಾನಿಸಲಾಗುವುದು. ಬೆಳಗ್ಗೆ 9 ಗಂಟೆಗೆ ಉದ್ಘಾಟನೆ ನಡೆಯಲಿದ್ದು ಸಂಜೆ ಸಮಾರೋಪ ಸಮಾರಂಭ ನಡೆಯಲಿದೆ. ಸಾರ್ವಜನಿಕರು ಭಾಗವಹಿಸಲು ಕೋರಲಾಗಿದೆ. ಲಯನ್ಸ್ ಕ್ಲಬ್ ಸದಸ್ಯರು ಸಮಾಜ ಸೇವೆಯಲ್ಲಿ ತೊಡಗಿಸಿಕೊಂಡಿದ್ದು ಆರೋಗ್ಯ ಶಿಬಿರ, ರಕ್ತದಾನ ಶಿಬಿರ ಹಾಗೂ ವಿದ್ಯಾರ್ಥಿಗಳಿಗೆ ನೆರವು ನೀಡುತ್ತಿದ್ದಾರೆ ಎಂದು ಪ್ರಕಟಣೆ ತಿಳಿಸಿದೆ. [46,292,307,487]
contact-line: website hosadigantha.com | E-paper epaper.hosadigantha.com | Email diganthamlr@gmail.com | Twitter HosadiganthaWeb [361,170,1074,184]
page-count: ಪುಟ ಸಂ.೩ [1413,170,1456,184]
story-a-col-2: ಸಂಘದ ವಾರ್ಷಿಕ ಕಾರ್ಯಕ್ರಮವಾಗಿ ನಡೆದ ಪ್ರವಾಸದಲ್ಲಿ 41 ಸದಸ್ಯರು ಪಾಲ್ಗೊಂಡಿದ್ದರು. ಧಾರ್ಮಿಕ ಕ್ಷೇತ್ರಗಳ ದರ್ಶನದೊಂದಿಗೆ ಸಾಂಸ್ಕೃತಿಕ ಚಟುವಟಿಕೆಗಳೂ ನಡೆದವು. ಕಾರ್ಯದರ್ಶಿಯವರು ಸ್ವಾಗತಿಸಿ ವಂದಿಸಿದರು. ಹಿರಿಯ ಸದಸ್ಯರನ್ನು ಗೌರವಿಸಲಾಯಿತು. [511,1090,691,1195]
lead-col-1-sub: ಕೊಡಗಿಗೆ ವಿಶೇಷ ನೀತಿ ಅಗತ್ಯ [324,672,447,687]
